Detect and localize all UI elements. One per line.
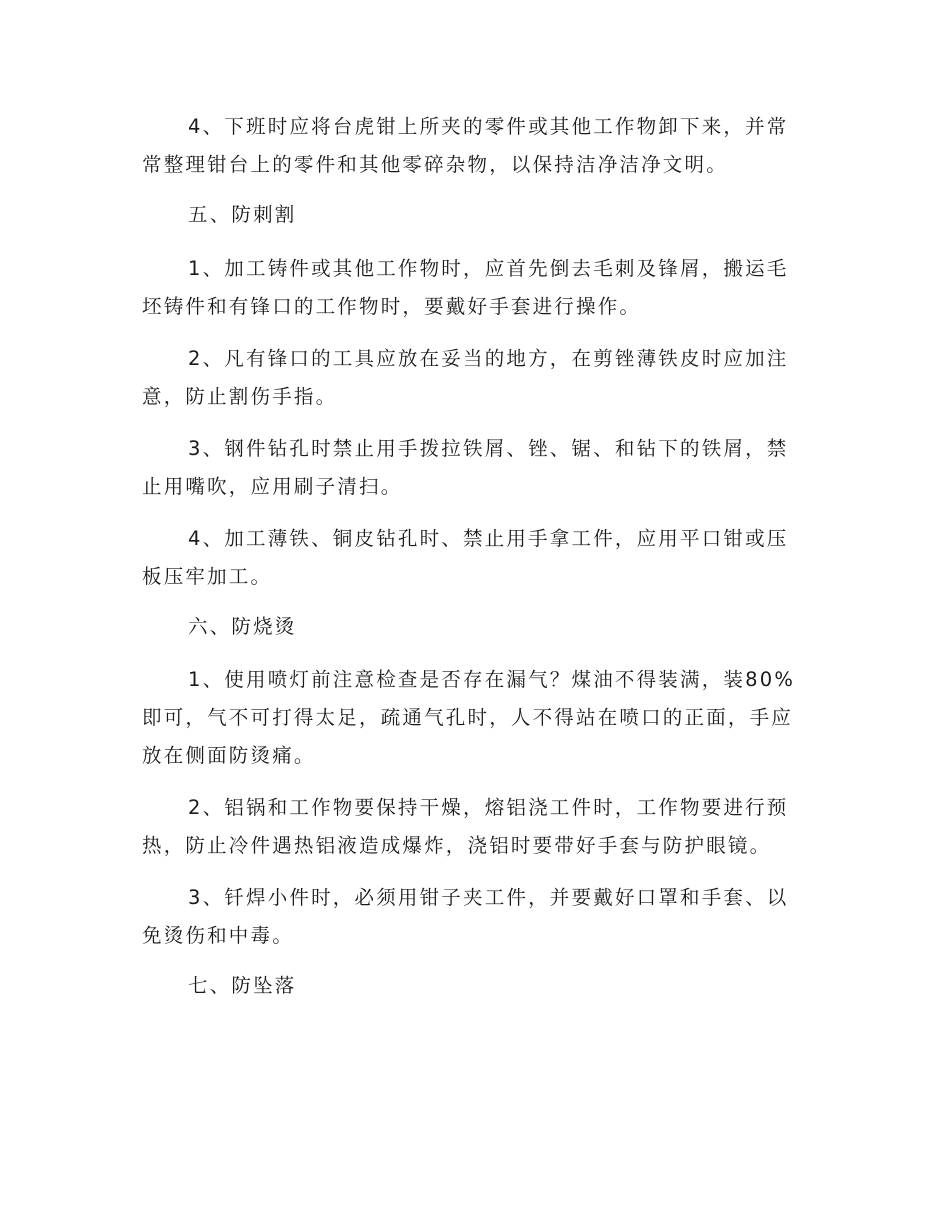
paragraph-item-4-thin-sheet: 4、加工薄铁、铜皮钻孔时、禁止用手拿工件，应用平口钳或压板压牢加工。: [142, 527, 789, 588]
paragraph-item-3-soldering: 3、钎焊小件时，必须用钳子夹工件，并要戴好口罩和手套、以免烫伤和中毒。: [142, 886, 789, 947]
section-heading-anti-burn: 六、防烧烫: [188, 615, 297, 638]
paragraph-item-2-sharp-tools: 2、凡有锋口的工具应放在妥当的地方，在剪锉薄铁皮时应加注意，防止割伤手指。: [142, 347, 789, 408]
paragraph-item-4-vise: 4、下班时应将台虎钳上所夹的零件或其他工作物卸下来，并常常整理钳台上的零件和其他零碎杂物，以保持洁净洁净文明。: [142, 115, 789, 176]
section-heading-anti-cut: 五、防刺割: [188, 203, 297, 226]
paragraph-item-2-aluminum: 2、铝锅和工作物要保持干燥，熔铝浇工件时，工作物要进行预热，防止冷件遇热铝液造成爆炸，浇铝时要带好手套与防护眼镜。: [142, 796, 789, 857]
section-heading-anti-fall: 七、防坠落: [188, 974, 297, 997]
paragraph-item-1-castings: 1、加工铸件或其他工作物时，应首先倒去毛刺及锋屑，搬运毛坯铸件和有锋口的工作物时，要戴好手套进行操作。: [142, 257, 789, 318]
paragraph-item-1-blowtorch: 1、使用喷灯前注意检查是否存在漏气？煤油不得装满，装80%即可，气不可打得太足，疏通气孔时，人不得站在喷口的正面，手应放在侧面防烫痛。: [142, 668, 796, 767]
paragraph-item-3-drilling: 3、钢件钻孔时禁止用手拨拉铁屑、锉、锯、和钻下的铁屑，禁止用嘴吹，应用刷子清扫。: [142, 437, 789, 498]
